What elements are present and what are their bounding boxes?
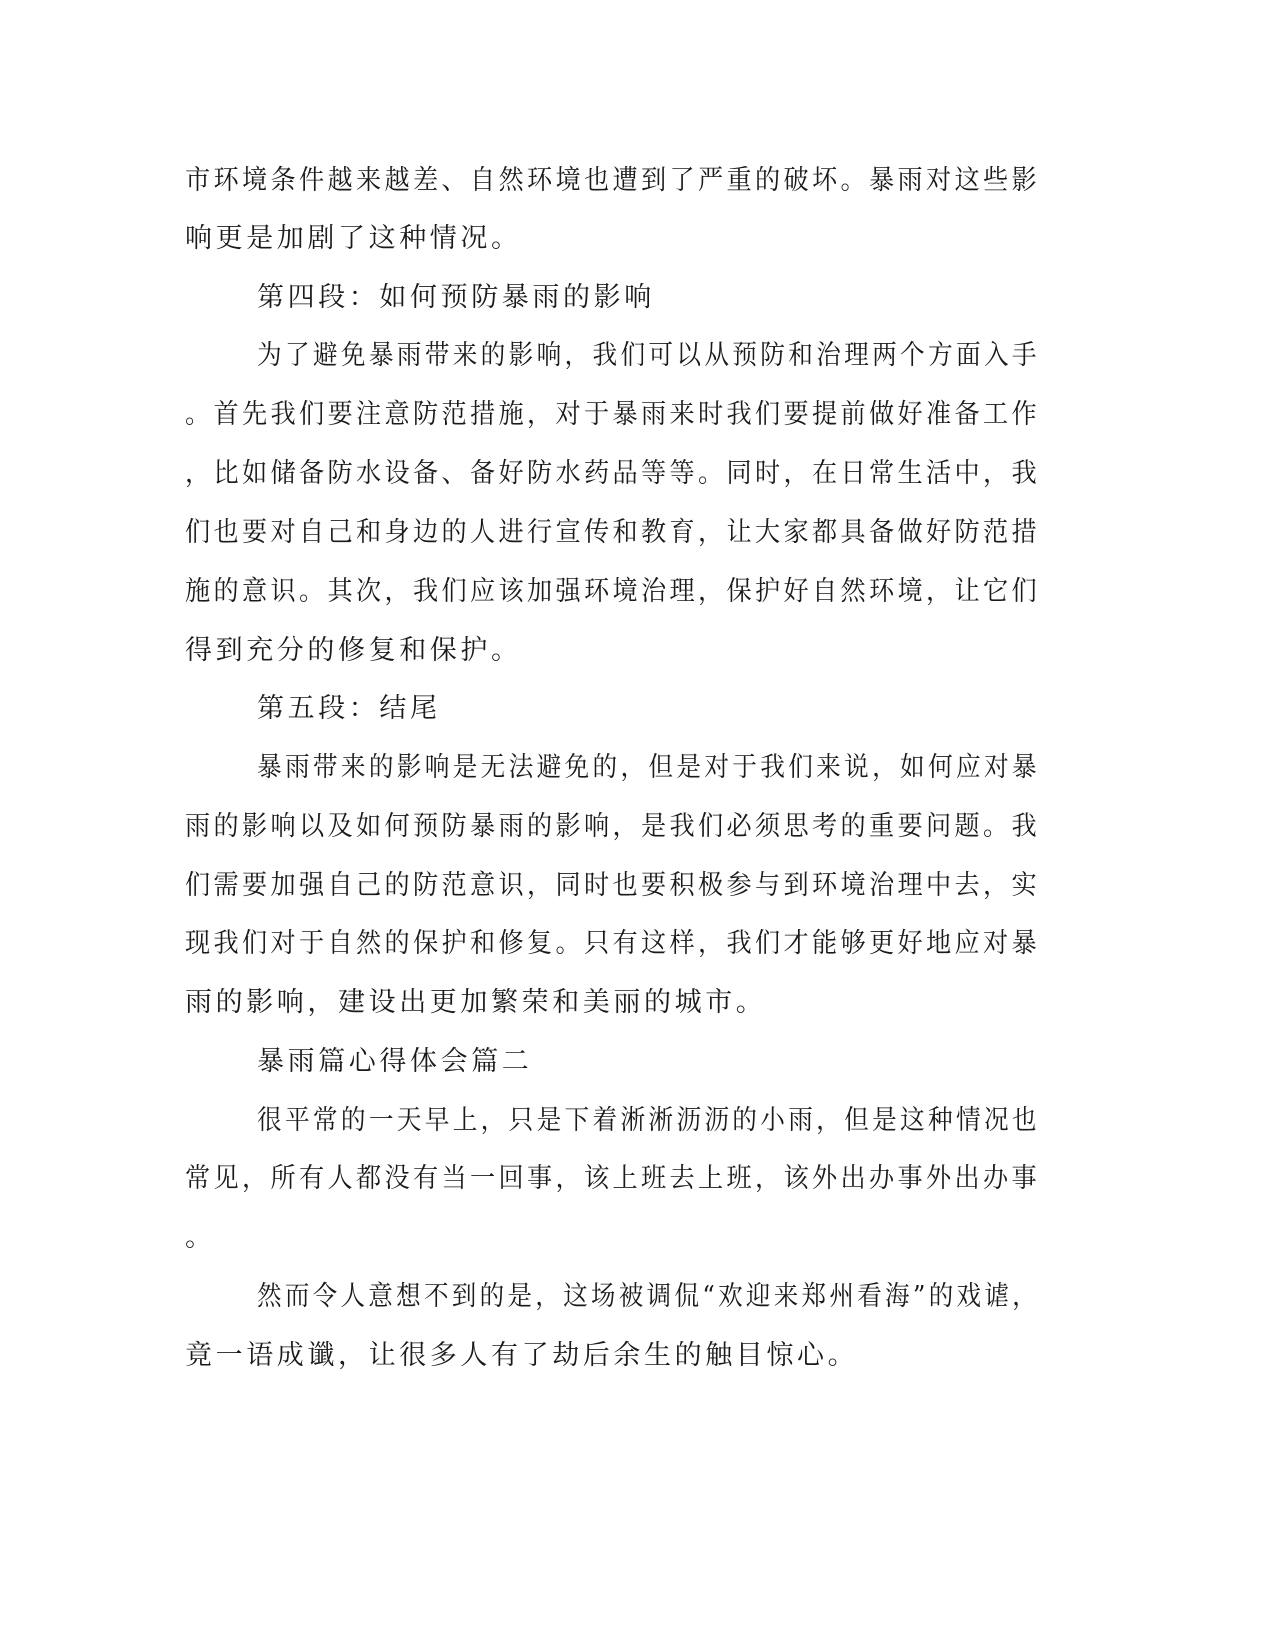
text-line: 们也要对自己和身边的人进行宣传和教育，让大家都具备做好防范措	[185, 517, 1041, 548]
text-line: 很平常的一天早上，只是下着淅淅沥沥的小雨，但是这种情况也	[257, 1105, 1040, 1136]
section-heading-4: 第四段：如何预防暴雨的影响	[257, 282, 655, 313]
text-line: 响更是加剧了这种情况。	[185, 223, 522, 254]
text-line: 现我们对于自然的保护和修复。只有这样，我们才能够更好地应对暴	[185, 928, 1041, 959]
text-line: 暴雨带来的影响是无法避免的，但是对于我们来说，如何应对暴	[257, 752, 1040, 783]
text-line: 雨的影响，建设出更加繁荣和美丽的城市。	[185, 987, 767, 1018]
text-line: ，比如储备防水设备、备好防水药品等等。同时，在日常生活中，我	[185, 458, 1041, 489]
text-line: 。首先我们要注意防范措施，对于暴雨来时我们要提前做好准备工作	[185, 399, 1041, 430]
text-line: 为了避免暴雨带来的影响，我们可以从预防和治理两个方面入手	[257, 340, 1040, 371]
text-line: 施的意识。其次，我们应该加强环境治理，保护好自然环境，让它们	[185, 576, 1041, 607]
text-line: 竟一语成谶，让很多人有了劫后余生的触目惊心。	[185, 1340, 859, 1371]
text-line: 们需要加强自己的防范意识，同时也要积极参与到环境治理中去，实	[185, 870, 1041, 901]
text-line: 常见，所有人都没有当一回事，该上班去上班，该外出办事外出办事	[185, 1163, 1041, 1194]
text-line: 然而令人意想不到的是，这场被调侃“欢迎来郑州看海”的戏谑，	[257, 1281, 1041, 1312]
article-title: 暴雨篇心得体会篇二	[257, 1046, 533, 1077]
section-heading-5: 第五段：结尾	[257, 693, 441, 724]
text-line: 雨的影响以及如何预防暴雨的影响，是我们必须思考的重要问题。我	[185, 811, 1041, 842]
text-line: 。	[185, 1222, 216, 1253]
text-line: 市环境条件越来越差、自然环境也遭到了严重的破坏。暴雨对这些影	[185, 165, 1041, 196]
text-line: 得到充分的修复和保护。	[185, 635, 522, 666]
